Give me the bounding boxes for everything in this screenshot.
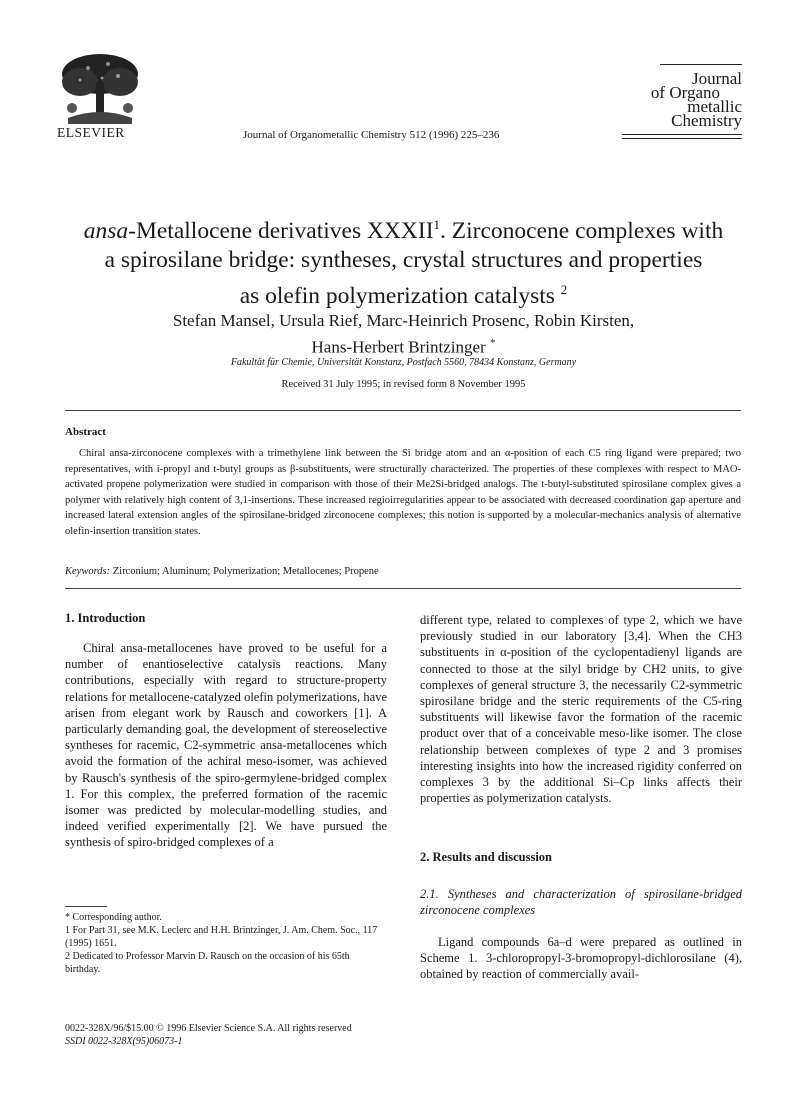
abstract-body: Chiral ansa-zirconocene complexes with a trimethylene link between the Si bridge atom and an α-position of each C5 ring ligand were prepared; two representatives, with i-propyl and t-butyl groups as β-substituents, were structurally characterized. The properties of these complexes with respect to MAO-activated propene polymerization were studied in comparison with those of their Me2Si-bridged analogs. The t-butyl-substituted spirosilane complex gives a polymer with relatively high content of 3,1-insertions. These increased regioirregularities appear to be associated with decreased coordination gap aperture and increased lateral extension angles of the spirosilane-bridged zirconocene complexes; this notion is supported by a molecular-mechanics analysis of alternative olefin-insertion transition states.: [65, 448, 741, 537]
author-list: [40, 310, 767, 359]
intro-continued-text: different type, related to complexes of type 2, which we have previously studied in our laboratory [3,4]. When the CH3 substituents in α-position of the cyclopentadienyl ligands are connected to those at the silyl bridge by CH2 units, to give complexes of general structure 3, the necessarily C2-symmetric spirosilane bridge and the steric requirements of the C5-ring substituents will likewise favor the formation of the racemic product over that of a conceivable meso-like isomer. The close relationship between complexes of type 2 and 3 promises interesting insights into how the increased rigidity conferred on complexes 3 by the additional Si–Cp links affects their properties as polymerization catalysts.: [420, 613, 742, 806]
received-dates: Received 31 July 1995; in revised form 8 November 1995: [281, 379, 526, 390]
divider: [65, 588, 741, 589]
copyright-line: 0022-328X/96/$15.00 © 1996 Elsevier Science S.A. All rights reserved: [65, 1023, 352, 1034]
results-paragraph: [420, 934, 742, 983]
intro-paragraph: [65, 640, 387, 851]
title-line3: as olefin polymerization catalysts: [239, 282, 555, 309]
footnote-divider: [65, 906, 107, 907]
title-footnote-ref: 1: [433, 217, 441, 232]
article-title: [40, 210, 767, 311]
journal-citation: Journal of Organometallic Chemistry 512 (1996) 225–236: [243, 129, 500, 141]
ssdi-line: SSDI 0022-328X(95)06073-1: [65, 1036, 183, 1047]
section-heading-results: 2. Results and discussion: [420, 850, 552, 864]
title-ansa: ansa: [83, 217, 129, 244]
authors-line2: Hans-Herbert Brintzinger: [311, 337, 486, 357]
journal-logo-line: metallic: [687, 97, 742, 116]
title-footnote-ref: 2: [560, 281, 568, 297]
divider: [65, 410, 741, 411]
affiliation: Fakultät für Chemie, Universität Konstanz, Postfach 5560, 78434 Konstanz, Germany: [230, 357, 577, 368]
title-line1-tail: . Zirconocene complexes with: [440, 217, 724, 244]
journal-logo-line: of Organo: [650, 83, 720, 102]
section-heading-introduction: 1. Introduction: [65, 611, 146, 625]
keywords: [65, 566, 741, 577]
journal-logo: [622, 64, 742, 154]
authors-line1: Stefan Mansel, Ursula Rief, Marc-Heinrich Prosenc, Robin Kirsten,: [172, 311, 635, 330]
keywords-label: Keywords:: [65, 566, 111, 577]
intro-paragraph-text: Chiral ansa-metallocenes have proved to be useful for a number of enantioselective catalysis reactions. Many contributions, especially with regard to structure-property relations for metallocene-catalyzed olefin polymerizations, have arisen from elegant work by Rausch and coworkers [1]. A particularly demanding goal, the development of stereoselective syntheses for racemic, C2-symmetric ansa-metallocenes which avoid the formation of the achiral meso-isomer, was achieved by Rausch's synthesis of the spiro-germylene-bridged complex 1. For this complex, the preferred formation of the racemic isomer was predicted by molecular-modelling studies, and indeed verified experimentally [2]. We have pursued the synthesis of spiro-bridged complexes of a: [65, 641, 387, 850]
elsevier-tree-logo: [58, 52, 142, 124]
copyright-block: [65, 1022, 352, 1048]
corresponding-mark: *: [489, 337, 496, 349]
abstract-heading: Abstract: [65, 426, 106, 438]
journal-logo-line: Journal: [691, 69, 742, 88]
footnote-corresponding: * Corresponding author.: [65, 912, 162, 923]
journal-logo-line: Chemistry: [671, 111, 742, 130]
footnote-2: 2 Dedicated to Professor Marvin D. Rausch on the occasion of his 65th birthday.: [65, 951, 350, 975]
keywords-text: Zirconium; Aluminum; Polymerization; Metallocenes; Propene: [112, 566, 379, 577]
results-paragraph-text: Ligand compounds 6a–d were prepared as outlined in Scheme 1. 3-chloropropyl-3-bromopropyl-dichlorosilane (4), obtained by reaction of commercially avail-: [420, 935, 742, 982]
intro-paragraph-continued: [420, 612, 742, 806]
publisher-name: ELSEVIER: [57, 125, 125, 140]
title-line2: a spirosilane bridge: syntheses, crystal structures and properties: [104, 246, 703, 273]
subsection-heading: 2.1. Syntheses and characterization of spirosilane-bridged zirconocene complexes: [420, 887, 742, 918]
title-line1: -Metallocene derivatives XXXII: [128, 217, 434, 244]
footnote-1: 1 For Part 31, see M.K. Leclerc and H.H. Brintzinger, J. Am. Chem. Soc., 117 (1995) 1651.: [65, 925, 378, 949]
